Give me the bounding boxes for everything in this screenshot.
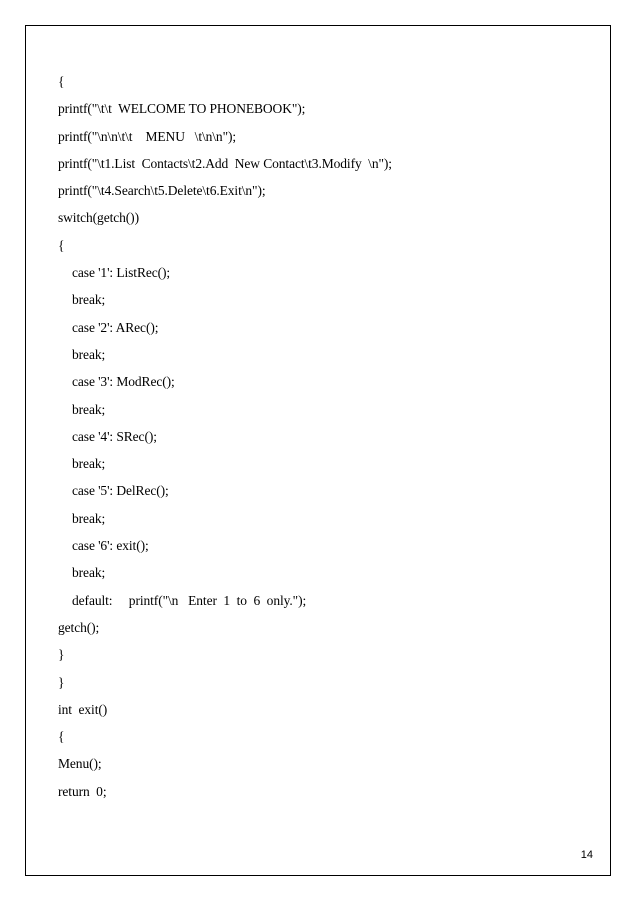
code-line: printf("\t4.Search\t5.Delete\t6.Exit\n"); xyxy=(58,183,266,199)
code-line: printf("\t1.List Contacts\t2.Add New Contact\t3.Modify \n"); xyxy=(58,155,392,171)
code-line: } xyxy=(58,674,65,690)
code-line: case '4': SRec(); xyxy=(72,428,157,444)
code-line: printf("\t\t WELCOME TO PHONEBOOK"); xyxy=(58,101,306,117)
code-line: case '6': exit(); xyxy=(72,538,149,554)
code-line: Menu(); xyxy=(58,756,102,772)
code-line: switch(getch()) xyxy=(58,210,139,226)
page-number: 14 xyxy=(580,849,593,861)
code-line: case '2': ARec(); xyxy=(72,319,159,335)
code-line: getch(); xyxy=(58,619,100,635)
code-line: break; xyxy=(72,292,106,308)
code-line: break; xyxy=(72,510,106,526)
code-line: default: printf("\n Enter 1 to 6 only."); xyxy=(72,592,307,608)
code-line: break; xyxy=(72,565,106,581)
code-line: case '3': ModRec(); xyxy=(72,374,175,390)
code-line: break; xyxy=(72,346,106,362)
code-line: { xyxy=(58,729,65,745)
code-line: break; xyxy=(72,401,106,417)
code-line: { xyxy=(58,237,65,253)
code-line: int exit() xyxy=(58,701,108,717)
code-listing xyxy=(58,68,598,805)
code-line: return 0; xyxy=(58,783,107,799)
code-line: printf("\n\n\t\t MENU \t\n\n"); xyxy=(58,128,237,144)
code-line: } xyxy=(58,647,65,663)
code-line: case '5': DelRec(); xyxy=(72,483,169,499)
code-line: break; xyxy=(72,456,106,472)
code-line: case '1': ListRec(); xyxy=(72,265,171,281)
code-line: { xyxy=(58,74,65,89)
